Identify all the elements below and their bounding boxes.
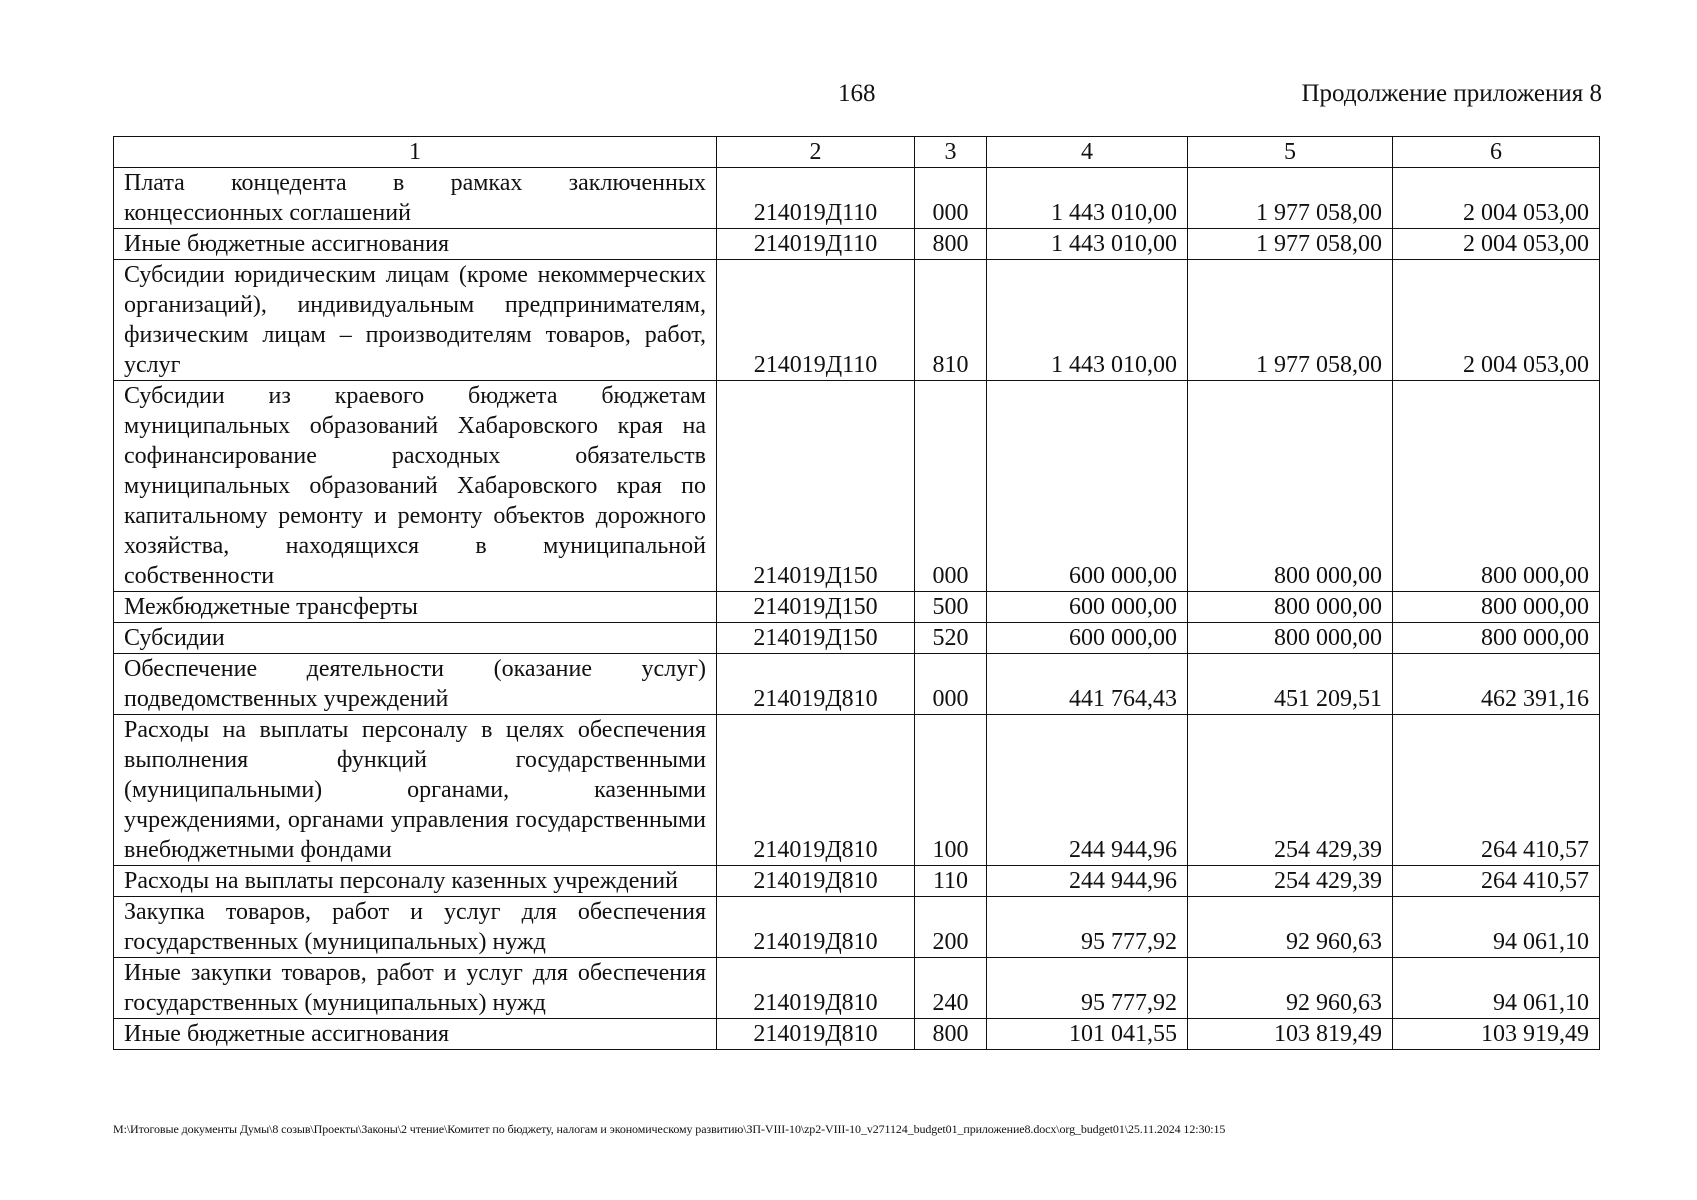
table-row <box>114 260 1600 381</box>
row-expense-type: 800 <box>915 229 987 260</box>
row-expense-type: 800 <box>915 1019 987 1050</box>
row-expense-type: 100 <box>915 715 987 866</box>
row-code: 214019Д810 <box>717 1019 915 1050</box>
row-name: Закупка товаров, работ и услуг для обеспечения государственных (муниципальных) нужд <box>114 897 717 958</box>
table-row <box>114 1019 1600 1050</box>
row-code: 214019Д150 <box>717 623 915 654</box>
row-code: 214019Д150 <box>717 592 915 623</box>
row-amount-year3: 2 004 053,00 <box>1393 229 1600 260</box>
row-amount-year3: 800 000,00 <box>1393 623 1600 654</box>
row-name: Иные бюджетные ассигнования <box>114 229 717 260</box>
row-amount-year2: 254 429,39 <box>1188 866 1393 897</box>
row-code: 214019Д110 <box>717 260 915 381</box>
table-row <box>114 168 1600 229</box>
row-name: Иные закупки товаров, работ и услуг для обеспечения государственных (муниципальных) нужд <box>114 958 717 1019</box>
row-amount-year1: 101 041,55 <box>987 1019 1188 1050</box>
column-header: 6 <box>1393 137 1600 168</box>
row-amount-year3: 264 410,57 <box>1393 866 1600 897</box>
row-amount-year2: 103 819,49 <box>1188 1019 1393 1050</box>
row-name: Плата концедента в рамках заключенных концессионных соглашений <box>114 168 717 229</box>
row-amount-year3: 800 000,00 <box>1393 381 1600 592</box>
row-amount-year2: 800 000,00 <box>1188 592 1393 623</box>
row-amount-year1: 244 944,96 <box>987 715 1188 866</box>
row-amount-year2: 1 977 058,00 <box>1188 168 1393 229</box>
row-name: Расходы на выплаты персоналу казенных учреждений <box>114 866 717 897</box>
column-header: 5 <box>1188 137 1393 168</box>
table-row <box>114 623 1600 654</box>
row-expense-type: 520 <box>915 623 987 654</box>
row-amount-year1: 95 777,92 <box>987 897 1188 958</box>
row-name: Межбюджетные трансферты <box>114 592 717 623</box>
table-row <box>114 592 1600 623</box>
row-code: 214019Д150 <box>717 381 915 592</box>
row-amount-year3: 94 061,10 <box>1393 897 1600 958</box>
row-expense-type: 110 <box>915 866 987 897</box>
table-row <box>114 715 1600 866</box>
row-amount-year2: 800 000,00 <box>1188 623 1393 654</box>
table-row <box>114 381 1600 592</box>
row-amount-year1: 600 000,00 <box>987 623 1188 654</box>
row-expense-type: 000 <box>915 381 987 592</box>
row-name: Субсидии <box>114 623 717 654</box>
column-header: 1 <box>114 137 717 168</box>
table-row <box>114 897 1600 958</box>
row-amount-year2: 800 000,00 <box>1188 381 1393 592</box>
row-amount-year1: 600 000,00 <box>987 592 1188 623</box>
row-amount-year1: 441 764,43 <box>987 654 1188 715</box>
table-row <box>114 654 1600 715</box>
column-header: 4 <box>987 137 1188 168</box>
table-row <box>114 866 1600 897</box>
row-expense-type: 200 <box>915 897 987 958</box>
table-row <box>114 229 1600 260</box>
row-amount-year2: 1 977 058,00 <box>1188 260 1393 381</box>
row-amount-year3: 462 391,16 <box>1393 654 1600 715</box>
row-code: 214019Д110 <box>717 168 915 229</box>
row-code: 214019Д110 <box>717 229 915 260</box>
table-row <box>114 958 1600 1019</box>
row-amount-year1: 1 443 010,00 <box>987 260 1188 381</box>
row-amount-year2: 254 429,39 <box>1188 715 1393 866</box>
row-amount-year1: 244 944,96 <box>987 866 1188 897</box>
row-amount-year3: 103 919,49 <box>1393 1019 1600 1050</box>
row-amount-year1: 600 000,00 <box>987 381 1188 592</box>
row-name: Субсидии юридическим лицам (кроме некоммерческих организаций), индивидуальным предпринимателям, физическим лицам – производителям товаров, работ, услуг <box>114 260 717 381</box>
row-amount-year2: 1 977 058,00 <box>1188 229 1393 260</box>
row-amount-year3: 800 000,00 <box>1393 592 1600 623</box>
budget-table <box>113 136 1600 1050</box>
row-expense-type: 000 <box>915 654 987 715</box>
file-path-footer: M:\Итоговые документы Думы\8 созыв\Проекты\Законы\2 чтение\Комитет по бюджету, налогам и экономическому развитию\ЗП-VIII-10\zp2-VIII-10_v271124_budget01_приложение8.docx\org_budget01\25.11.2024 12:30:15 <box>113 1122 1226 1136</box>
row-code: 214019Д810 <box>717 654 915 715</box>
row-amount-year3: 2 004 053,00 <box>1393 168 1600 229</box>
row-expense-type: 000 <box>915 168 987 229</box>
row-code: 214019Д810 <box>717 866 915 897</box>
column-header: 2 <box>717 137 915 168</box>
row-expense-type: 240 <box>915 958 987 1019</box>
row-amount-year3: 94 061,10 <box>1393 958 1600 1019</box>
row-amount-year1: 1 443 010,00 <box>987 229 1188 260</box>
row-expense-type: 810 <box>915 260 987 381</box>
row-amount-year1: 1 443 010,00 <box>987 168 1188 229</box>
row-name: Обеспечение деятельности (оказание услуг) подведомственных учреждений <box>114 654 717 715</box>
column-header: 3 <box>915 137 987 168</box>
row-expense-type: 500 <box>915 592 987 623</box>
row-name: Иные бюджетные ассигнования <box>114 1019 717 1050</box>
row-amount-year2: 92 960,63 <box>1188 897 1393 958</box>
row-amount-year3: 2 004 053,00 <box>1393 260 1600 381</box>
row-amount-year2: 92 960,63 <box>1188 958 1393 1019</box>
row-name: Субсидии из краевого бюджета бюджетам муниципальных образований Хабаровского края на софинансирование расходных обязательств муниципальных образований Хабаровского края по капитальному ремонту и ремонту объектов дорожного хозяйства, находящихся в муниципальной собственности <box>114 381 717 592</box>
row-code: 214019Д810 <box>717 958 915 1019</box>
continuation-note: Продолжение приложения 8 <box>1301 80 1602 107</box>
page-number: 168 <box>838 80 876 107</box>
row-amount-year2: 451 209,51 <box>1188 654 1393 715</box>
row-name: Расходы на выплаты персоналу в целях обеспечения выполнения функций государственными (муниципальными) органами, казенными учреждениями, органами управления государственными внебюджетными фондами <box>114 715 717 866</box>
row-code: 214019Д810 <box>717 715 915 866</box>
row-amount-year1: 95 777,92 <box>987 958 1188 1019</box>
header-row <box>114 137 1600 168</box>
row-code: 214019Д810 <box>717 897 915 958</box>
row-amount-year3: 264 410,57 <box>1393 715 1600 866</box>
